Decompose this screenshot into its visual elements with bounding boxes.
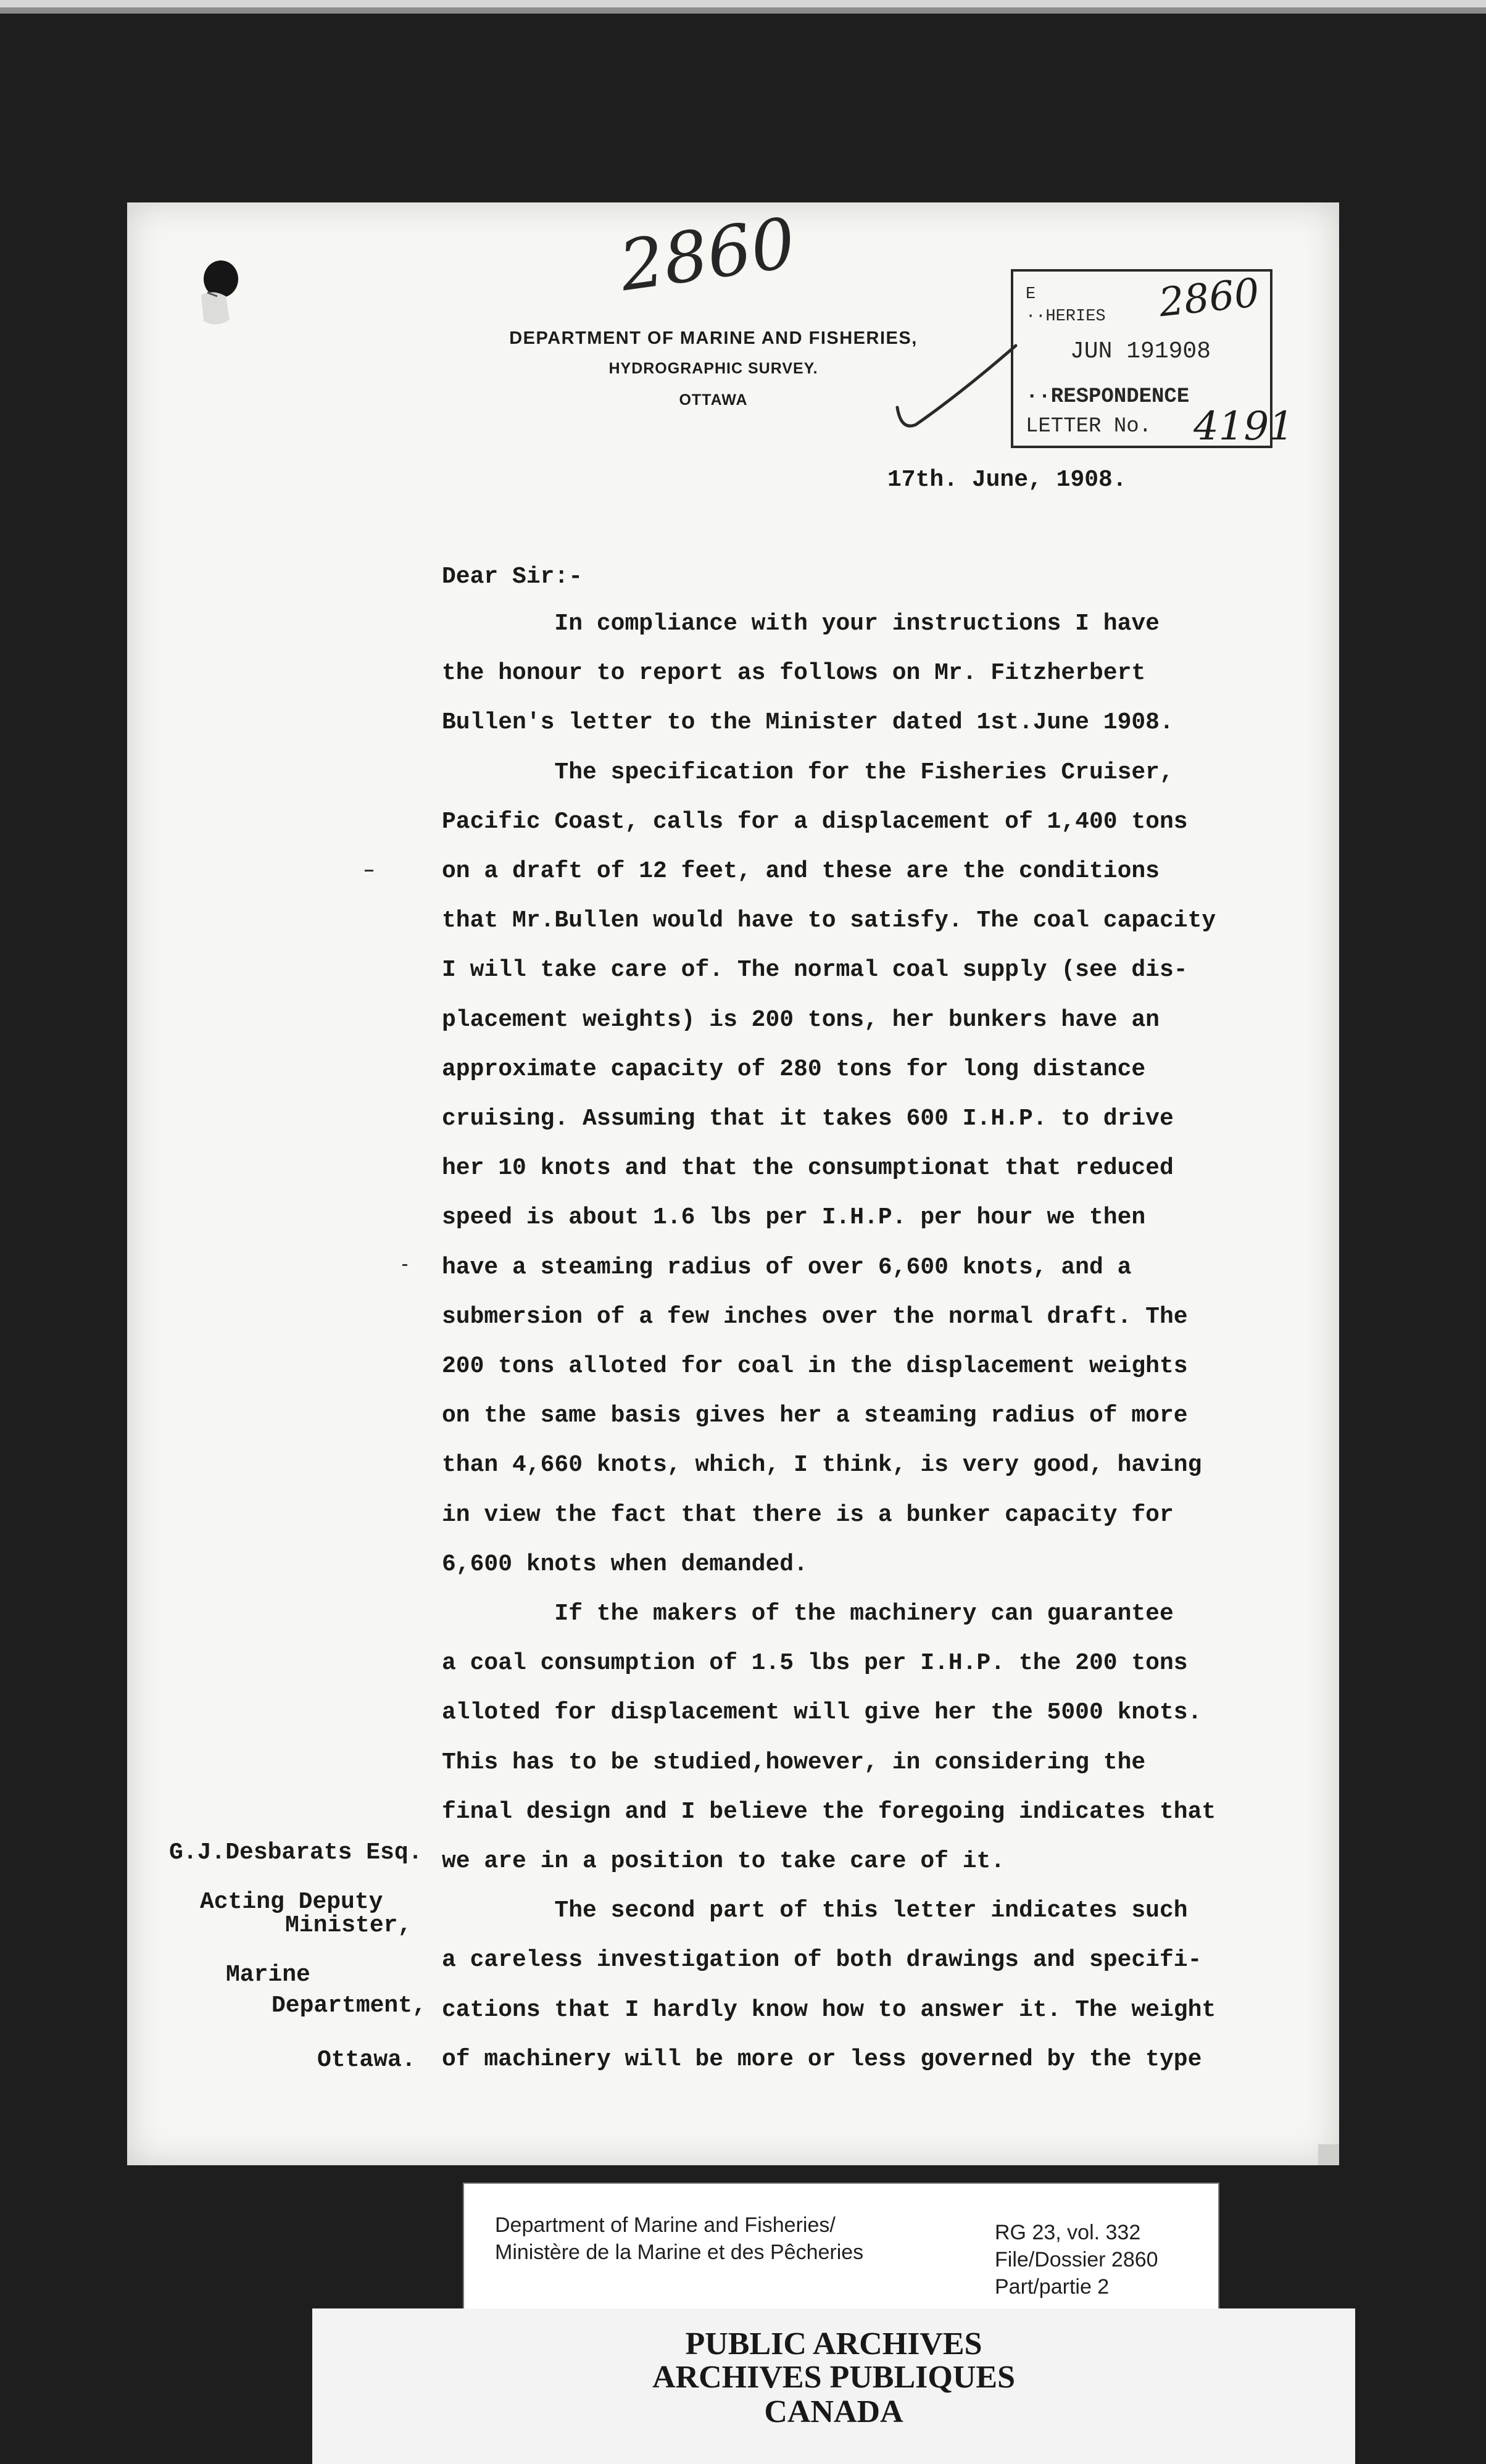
- addressee-title-line-2: Minister,: [285, 1912, 412, 1939]
- margin-mark: [365, 870, 373, 872]
- body-line: a coal consumption of 1.5 lbs per I.H.P. the 200 tons: [442, 1650, 1188, 1676]
- margin-mark: [402, 1264, 407, 1266]
- addressee-dept-line-1: Marine: [226, 1962, 310, 1988]
- label-volume: RG 23, vol. 332: [995, 2221, 1141, 2244]
- scanner-edge: [0, 0, 1486, 14]
- label-file: File/Dossier 2860: [995, 2248, 1158, 2271]
- body-line: a careless investigation of both drawings and specifi-: [442, 1947, 1202, 1973]
- archives-line-3: CANADA: [764, 2394, 903, 2429]
- letterhead-department: DEPARTMENT OF MARINE AND FISHERIES,: [509, 328, 918, 348]
- body-line: submersion of a few inches over the normal draft. The: [442, 1304, 1188, 1330]
- letter-page: [127, 202, 1339, 2165]
- page-corner: [1318, 2144, 1339, 2165]
- body-line: Pacific Coast, calls for a displacement of 1,400 tons: [442, 809, 1188, 835]
- archives-line-2: ARCHIVES PUBLIQUES: [652, 2360, 1016, 2395]
- body-line: have a steaming radius of over 6,600 knots, and a: [442, 1254, 1132, 1281]
- body-line: Bullen's letter to the Minister dated 1st.June 1908.: [442, 709, 1174, 736]
- body-line: This has to be studied,however, in considering the: [442, 1749, 1146, 1776]
- archive-label: [463, 2183, 1219, 2312]
- label-fonds-french: Ministère de la Marine et des Pêcheries: [495, 2241, 864, 2264]
- body-line: The specification for the Fisheries Cruiser,: [442, 759, 1174, 786]
- body-line: alloted for displacement will give her the 5000 knots.: [442, 1699, 1202, 1726]
- salutation: Dear Sir:-: [442, 564, 583, 590]
- body-line: that Mr.Bullen would have to satisfy. The coal capacity: [442, 907, 1216, 934]
- body-line: 200 tons alloted for coal in the displacement weights: [442, 1353, 1188, 1380]
- punch-hole-icon: [189, 252, 251, 332]
- body-line: 6,600 knots when demanded.: [442, 1551, 808, 1578]
- body-line: on a draft of 12 feet, and these are the conditions: [442, 858, 1160, 884]
- archives-line-1: PUBLIC ARCHIVES: [685, 2326, 982, 2362]
- body-line: we are in a position to take care of it.: [442, 1848, 1005, 1875]
- body-line: approximate capacity of 280 tons for long distance: [442, 1056, 1146, 1083]
- body-line: The second part of this letter indicates such: [442, 1897, 1188, 1924]
- body-line: of machinery will be more or less governed by the type: [442, 2046, 1202, 2073]
- stamp-line-4: ··RESPONDENCE: [1026, 385, 1190, 409]
- body-line: If the makers of the machinery can guarantee: [442, 1600, 1174, 1627]
- letterhead-survey: HYDROGRAPHIC SURVEY.: [608, 360, 818, 377]
- body-line: speed is about 1.6 lbs per I.H.P. per hour we then: [442, 1204, 1146, 1231]
- body-line: the honour to report as follows on Mr. Fitzherbert: [442, 660, 1146, 686]
- stamp-handwritten-letter: 4191: [1193, 404, 1294, 449]
- letterhead-city: OTTAWA: [679, 391, 748, 409]
- addressee-title-line-1: Acting Deputy: [200, 1889, 383, 1915]
- stamp-handwritten-file: 2860: [1156, 270, 1262, 327]
- body-line: in view the fact that there is a bunker capacity for: [442, 1502, 1174, 1528]
- stamp-line-2: ··HERIES: [1026, 307, 1106, 326]
- addressee-dept-line-2: Department,: [272, 1992, 426, 2019]
- letter-date: 17th. June, 1908.: [887, 467, 1127, 493]
- handwritten-file-number: 2860: [615, 202, 800, 307]
- letter-body: [442, 202, 1330, 2165]
- label-fonds-english: Department of Marine and Fisheries/: [495, 2213, 836, 2237]
- stamp-line-1: E: [1026, 285, 1036, 304]
- body-line: placement weights) is 200 tons, her bunkers have an: [442, 1007, 1160, 1033]
- stamp-letter-label: LETTER No.: [1026, 415, 1152, 438]
- addressee-name: G.J.Desbarats Esq.: [169, 1839, 423, 1866]
- body-line: cations that I hardly know how to answer it. The weight: [442, 1997, 1216, 2023]
- body-line: In compliance with your instructions I have: [442, 610, 1160, 637]
- body-line: cruising. Assuming that it takes 600 I.H.P. to drive: [442, 1105, 1174, 1132]
- body-line: I will take care of. The normal coal supply (see dis-: [442, 957, 1188, 983]
- archives-stamp: [312, 2308, 1355, 2464]
- stamp-date: JUN 191908: [1070, 338, 1211, 365]
- body-line: than 4,660 knots, which, I think, is very good, having: [442, 1452, 1202, 1478]
- body-line: her 10 knots and that the consumptionat that reduced: [442, 1155, 1174, 1181]
- body-line: final design and I believe the foregoing indicates that: [442, 1799, 1216, 1825]
- label-part: Part/partie 2: [995, 2275, 1110, 2299]
- body-line: on the same basis gives her a steaming radius of more: [442, 1402, 1188, 1429]
- addressee-city: Ottawa.: [317, 2047, 416, 2073]
